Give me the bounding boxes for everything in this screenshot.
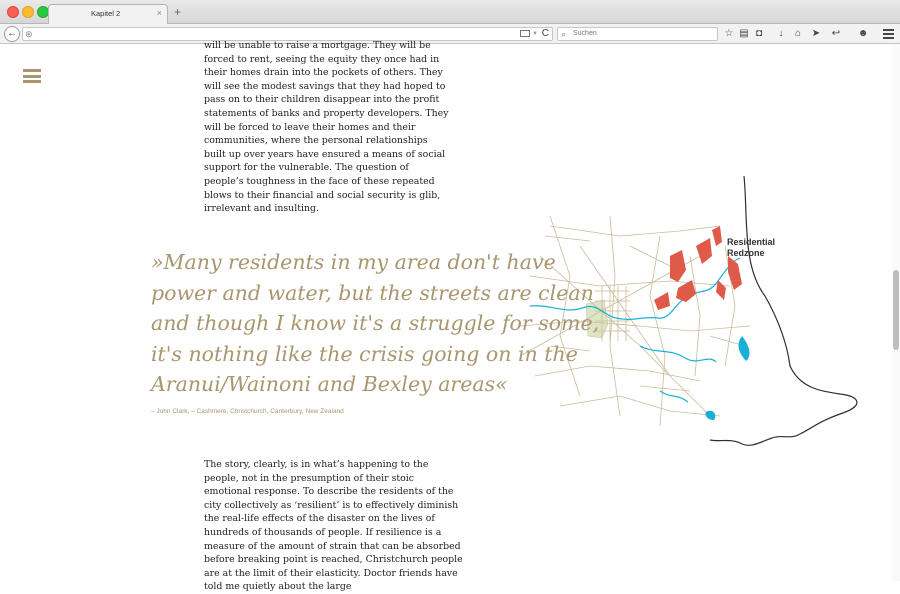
tab-close-icon[interactable]: ×: [156, 8, 162, 18]
page-scrollbar[interactable]: [892, 44, 900, 581]
home-icon[interactable]: ⌂: [794, 28, 802, 39]
estuary-south: [705, 411, 715, 420]
window-close-button[interactable]: [7, 6, 19, 18]
reading-list-icon[interactable]: ▤: [739, 28, 749, 39]
url-dropdown-icon[interactable]: ▼: [532, 31, 538, 37]
map-legend-label: [727, 237, 797, 259]
site-menu-icon[interactable]: [23, 69, 41, 83]
browser-titlebar: [0, 0, 900, 24]
coastline: [710, 176, 857, 445]
article-paragraph: will be unable to raise a mortgage. They will be forced to rent, seeing the equity they once had in their homes drain into the pockets of others. They will see the modest savings that they had hoped to pass on to their children disappear into the profit statements of banks and property developers. They will be forced to leave their homes and their communities, where the personal relationships built up over years have ensured a means of social support for the vulnerable. The question of people’s toughness in the face of these repeated blows to their financial and social security is glib, irrelevant and insulting.: [204, 40, 449, 215]
scrollbar-thumb[interactable]: [893, 270, 899, 350]
map-label-line1: Residential: [727, 237, 776, 247]
window-minimize-button[interactable]: [22, 6, 34, 18]
search-icon: ⌕: [561, 29, 567, 39]
browser-menu-button[interactable]: [881, 27, 895, 41]
pocket-icon[interactable]: ◘: [755, 28, 763, 39]
estuary: [739, 336, 750, 361]
quote-attribution: – John Clark, – Cashmere, Christchurch, Canterbury, New Zealand: [151, 408, 344, 415]
history-icon[interactable]: ↩: [831, 28, 841, 39]
article-paragraph: The story, clearly, is in what’s happening to the people, not in the presumption of their stoic emotional response. To describe the residents of the city collectively as ‘resilient’ is to effectively diminish the real-life effects of the disaster on the lives of hundreds of thousands of people. If resilience is a measure of the amount of strain that can be absorbed before breaking point is reached, Christchurch people are at the limit of their elasticity. Doctor friends have told me quietly about the large: [204, 459, 463, 593]
bookmark-star-icon[interactable]: ☆: [724, 28, 734, 39]
site-identity-icon[interactable]: ⊕: [25, 29, 33, 39]
downloads-icon[interactable]: ↓: [778, 28, 784, 39]
page-viewport: [0, 40, 900, 593]
back-button[interactable]: ←: [4, 26, 20, 42]
reader-view-icon[interactable]: [520, 30, 530, 37]
search-bar[interactable]: [557, 27, 718, 41]
tab-kapitel-2[interactable]: [48, 4, 168, 25]
search-placeholder: Suchen: [573, 30, 597, 37]
browser-toolbar: [0, 24, 900, 44]
map-label-line2: Redzone: [727, 248, 765, 258]
send-icon[interactable]: ➤: [811, 28, 821, 39]
chat-icon[interactable]: ☻: [857, 28, 869, 39]
pull-quote: »Many residents in my area don't have power and water, but the streets are clean and though I know it's a struggle for some, it's nothing like the crisis going on in the Aranui/Wainoni and Bexley areas«: [151, 250, 600, 396]
tab-title: Kapitel 2: [91, 9, 121, 18]
reload-icon[interactable]: C: [541, 28, 549, 39]
new-tab-button[interactable]: +: [174, 5, 182, 19]
